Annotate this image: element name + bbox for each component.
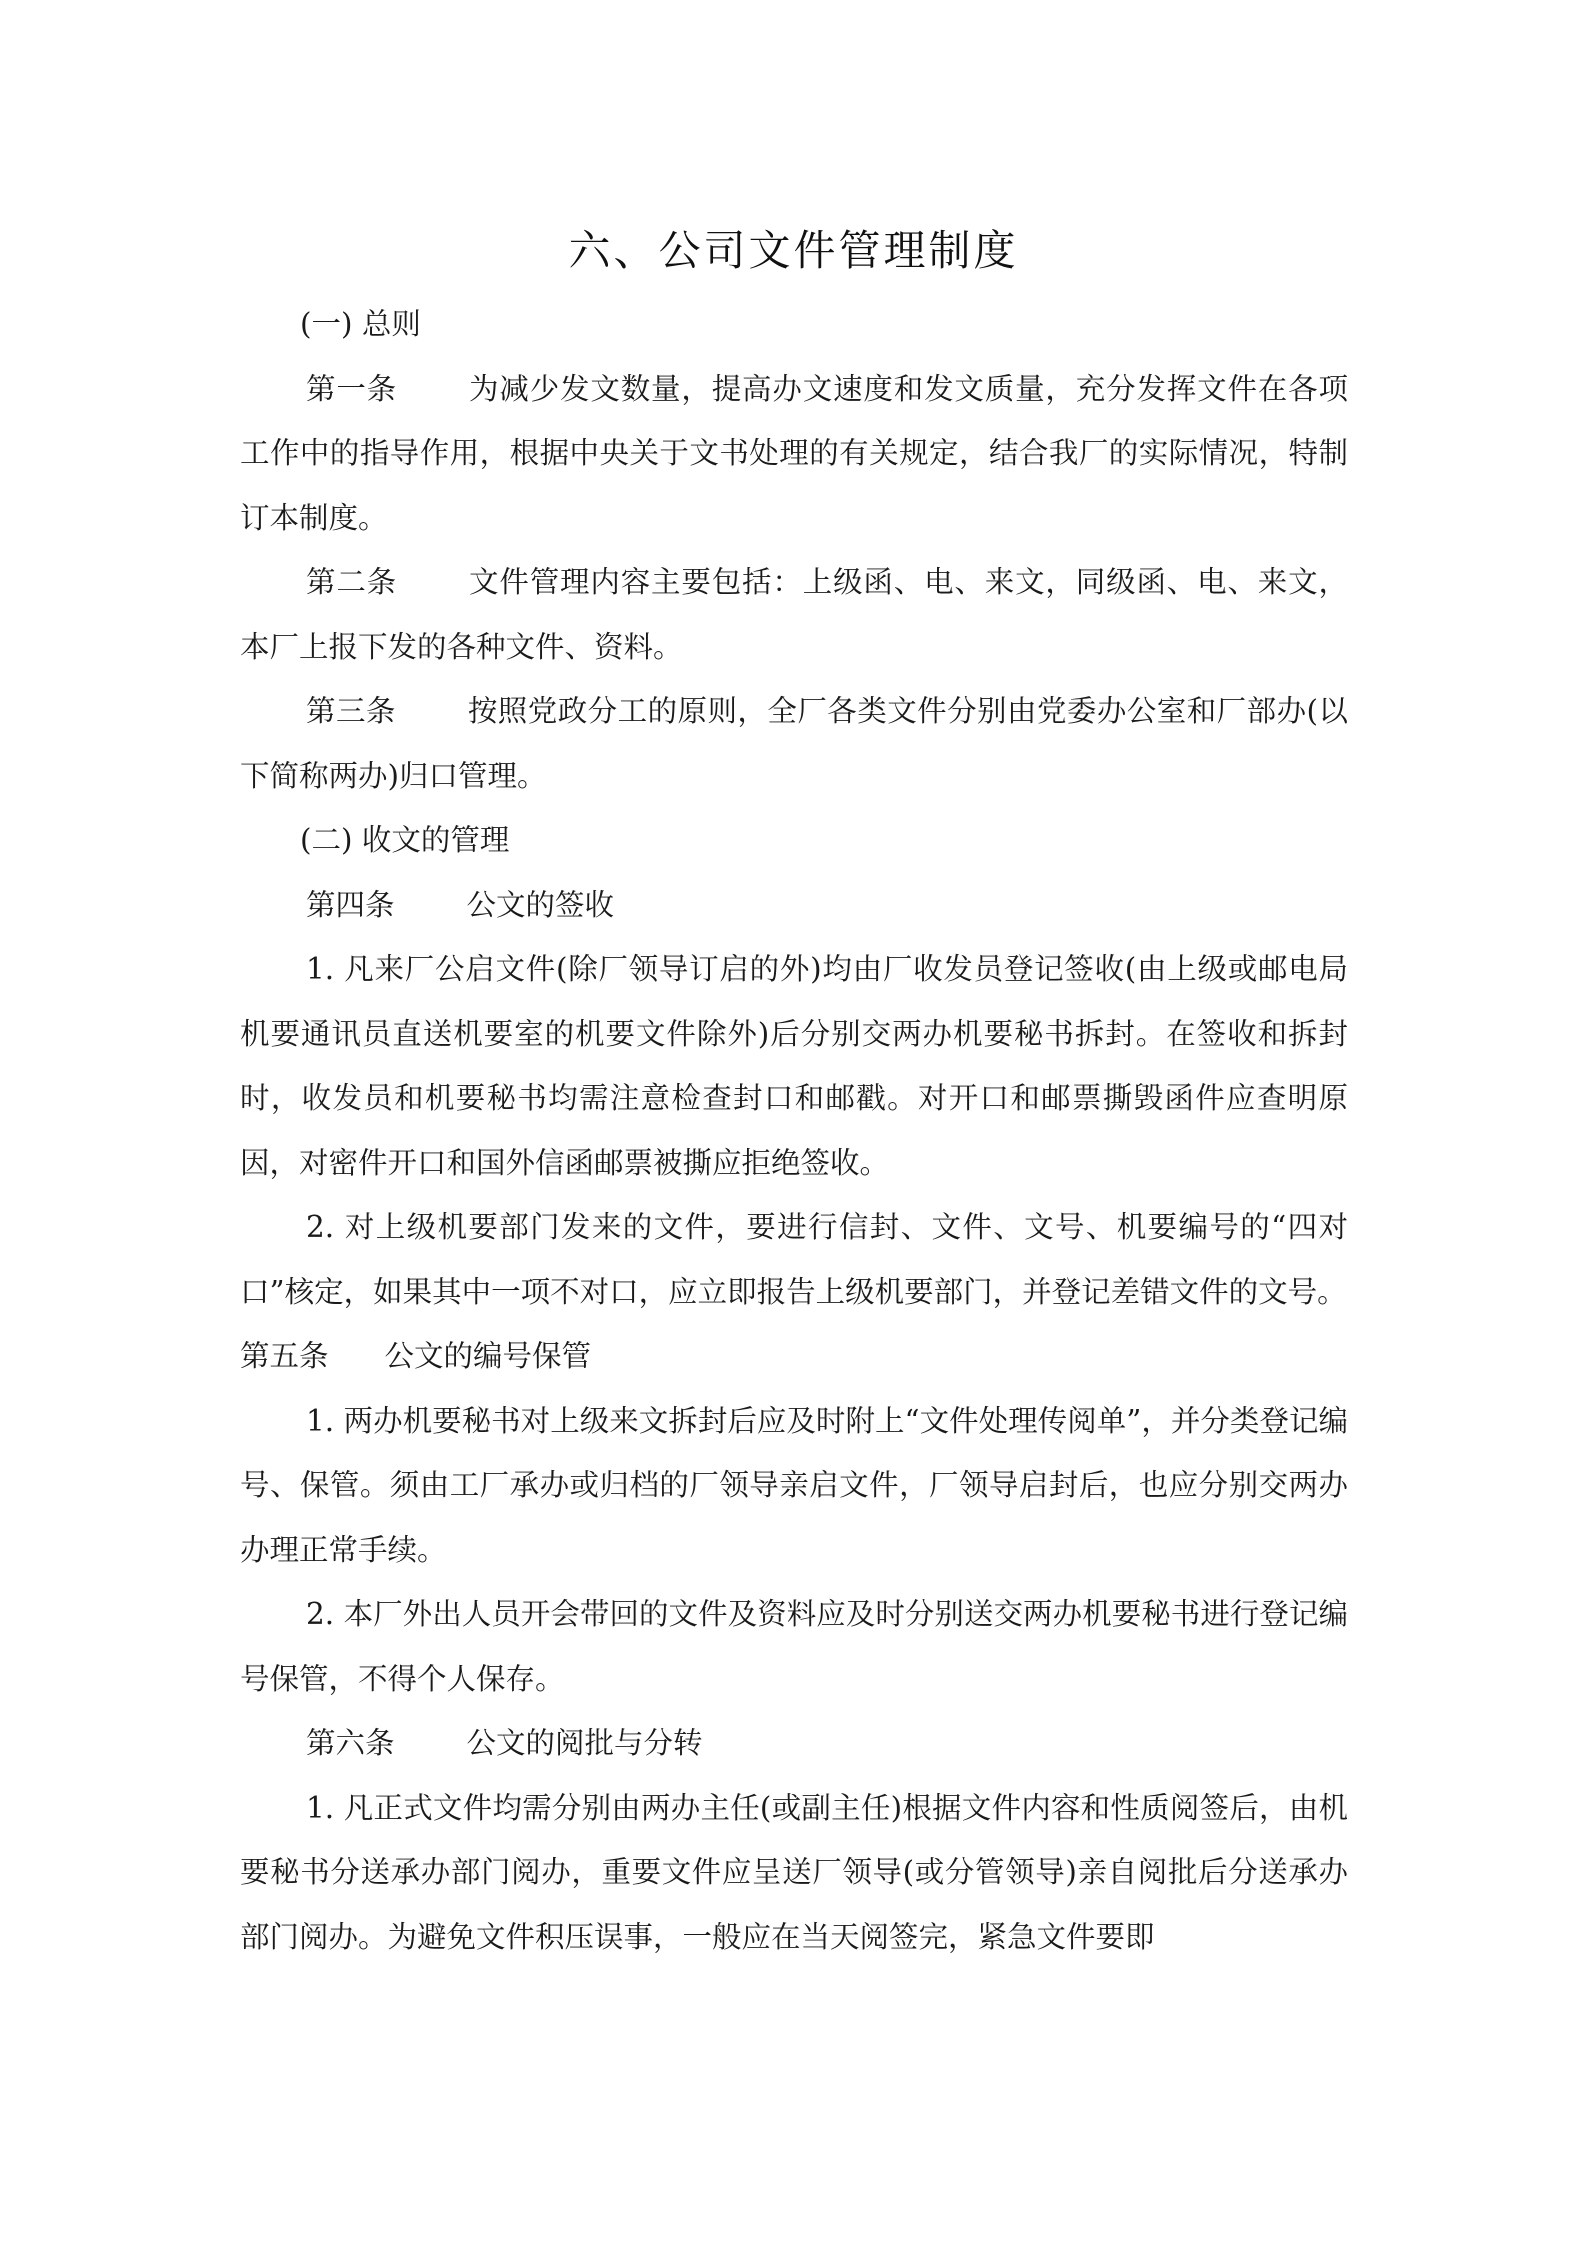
article-text: 按照党政分工的原则，全厂各类文件分别由党委办公室和厂部办(以下简称两办)归口管理。 — [240, 694, 1348, 793]
article-paragraph — [240, 357, 1348, 551]
article-text: 公文的签收 — [466, 887, 615, 922]
article-paragraph — [240, 1324, 1348, 1389]
list-item: 1. 两办机要秘书对上级来文拆封后应及时附上“文件处理传阅单”，并分类登记编号、保管。须由工厂承办或归档的厂领导亲启文件，厂领导启封后，也应分别交两办办理正常手续。 — [240, 1403, 1348, 1567]
list-item: 1. 凡正式文件均需分别由两办主任(或副主任)根据文件内容和性质阅签后，由机要秘书分送承办部门阅办，重要文件应呈送厂领导(或分管领导)亲自阅批后分送承办部门阅办。为避免文件积压误事，一般应在当天阅签完，紧急文件要即 — [240, 1790, 1348, 1954]
list-item: 2. 本厂外出人员开会带回的文件及资料应及时分别送交两办机要秘书进行登记编号保管，不得个人保存。 — [240, 1597, 1348, 1696]
article-text: 为减少发文数量，提高办文速度和发文质量，充分发挥文件在各项工作中的指导作用，根据中央关于文书处理的有关规定，结合我厂的实际情况，特制订本制度。 — [240, 371, 1348, 535]
article-paragraph — [240, 679, 1348, 808]
article-paragraph — [240, 550, 1348, 679]
article-label: 第三条 — [306, 694, 396, 728]
article-text: 文件管理内容主要包括：上级函、电、来文，同级函、电、来文，本厂上报下发的各种文件、资料。 — [240, 565, 1348, 664]
page-title: 六、公司文件管理制度 — [568, 226, 1019, 276]
article-text: 公文的编号保管 — [384, 1339, 592, 1373]
article-label: 第一条 — [306, 371, 398, 406]
article-label: 第二条 — [306, 565, 398, 599]
section-heading: (二) 收文的管理 — [300, 823, 510, 857]
list-item: 2. 对上级机要部门发来的文件，要进行信封、文件、文号、机要编号的“四对口”核定，如果其中一项不对口，应立即报告上级机要部门，并登记差错文件的文号。 — [240, 1210, 1348, 1309]
section-heading: (一) 总则 — [300, 307, 421, 341]
article-label: 第六条 — [306, 1726, 395, 1760]
document-body — [240, 292, 1348, 1969]
list-item: 1. 凡来厂公启文件(除厂领导订启的外)均由厂收发员登记签收(由上级或邮电局机要通讯员直送机要室的机要文件除外)后分别交两办机要秘书拆封。在签收和拆封时，收发员和机要秘书均需注意检查封口和邮戳。对开口和邮票撕毁函件应查明原因，对密件开口和国外信函邮票被撕应拒绝签收。 — [240, 952, 1348, 1180]
article-label: 第四条 — [306, 887, 395, 922]
article-label: 第五条 — [240, 1339, 329, 1373]
article-paragraph — [240, 873, 1348, 938]
article-text: 公文的阅批与分转 — [466, 1726, 703, 1760]
article-paragraph — [240, 1711, 1348, 1776]
